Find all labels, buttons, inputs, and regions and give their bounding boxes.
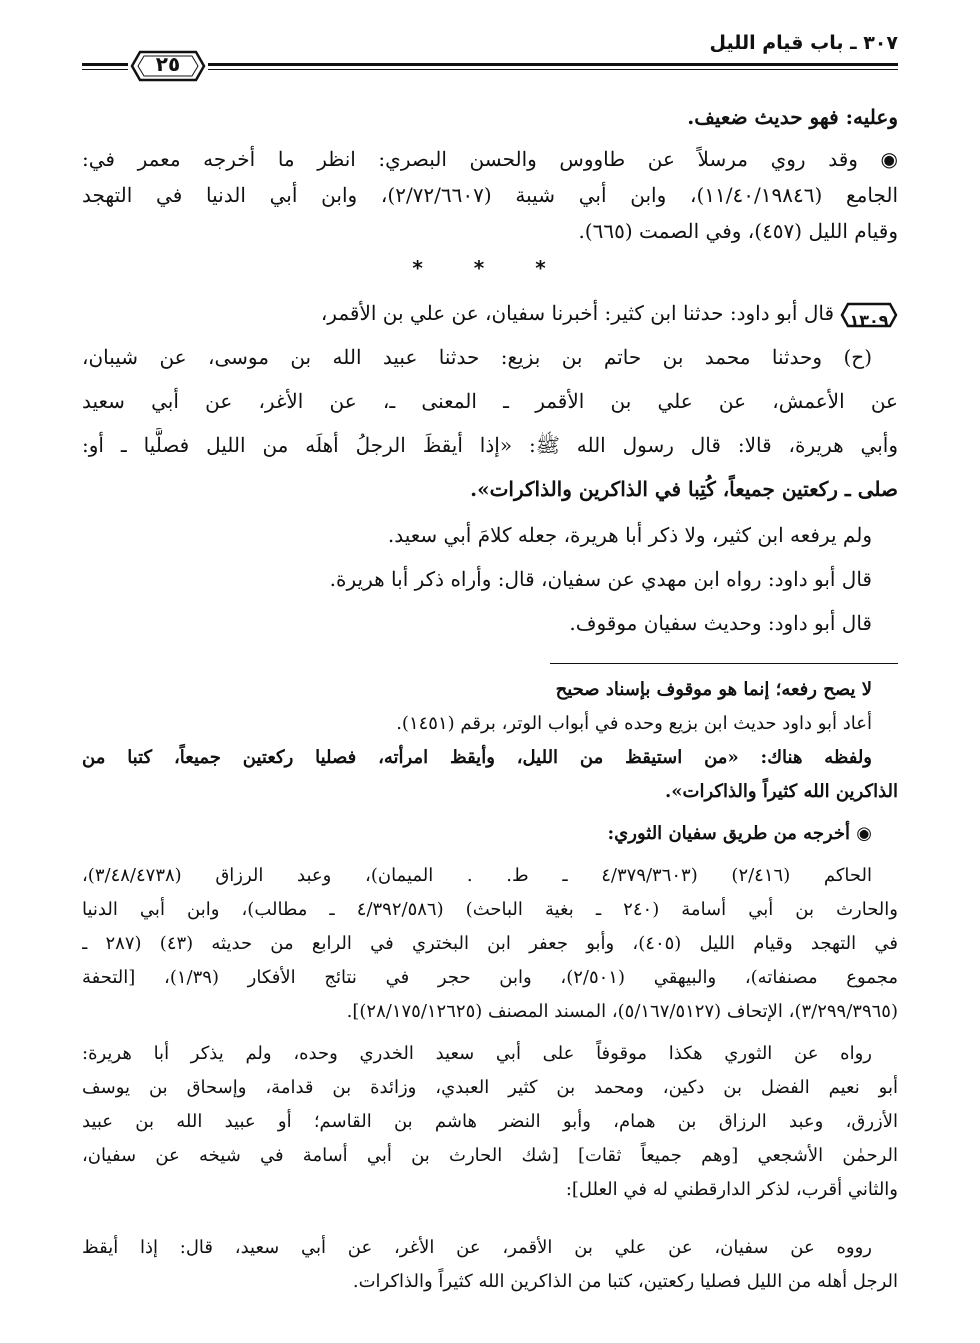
footnote-line: الحاكم (٢/٤١٦) (٤/٣٧٩/٣٦٠٣ ـ ط. . الميمان)، وعبد الرزاق (٣/٤٨/٤٧٣٨)، (82, 865, 872, 886)
header-rule-thin (208, 69, 898, 70)
footnote-line: والثاني أقرب، لذكر الدارقطني له في العلل]: (565, 1179, 898, 1200)
hadith-number: ١٣٠٩ (849, 310, 889, 330)
footnote-line: الرحمٰن الأشجعي [وهم جميعاً ثقات] [شك الحارث بن أبي أسامة في شيخه عن سفيان، (82, 1145, 898, 1166)
footnote-line: رووه عن سفيان، عن علي بن الأقمر، عن الأغر، عن أبي سعيد، قال: إذا أيقظ (82, 1237, 872, 1258)
header-rule-left (82, 63, 128, 66)
hadith-line: قال أبو داود: وحديث سفيان موقوف. (569, 611, 872, 635)
hadith-line: (ح) وحدثنا محمد بن حاتم بن بزيع: حدثنا عبيد الله بن موسى، عن شيبان، (82, 345, 872, 369)
page-number: ٢٥ (155, 52, 181, 76)
footnote-line: مجموع مصنفاته)، والبيهقي (٢/٥٠١)، وابن حجر في نتائج الأفكار (١/٣٩)، [التحفة (82, 967, 898, 988)
page-header (82, 30, 898, 90)
hadith-first-line (82, 296, 898, 330)
footnote-line: والحارث بن أبي أسامة (٢٤٠ ـ بغية الباحث) (٤/٣٩٢/٥٨٦ ـ مطالب)، وابن أبي الدنيا (82, 899, 898, 920)
text-line: ◉ وقد روي مرسلاً عن طاووس والحسن البصري: انظر ما أخرجه معمر في: (82, 147, 898, 171)
hadith-line: ولم يرفعه ابن كثير، ولا ذكر أبا هريرة، جعله كلامَ أبي سعيد. (387, 523, 872, 547)
hadith-text: قال أبو داود: حدثنا ابن كثير: أخبرنا سفيان، عن علي بن الأقمر، (320, 301, 834, 325)
running-title: ٣٠٧ ـ باب قيام الليل (709, 32, 898, 54)
footnote-line: الأزرق، وعبد الرزاق بن همام، وأبو النضر هاشم بن القاسم؛ أو عبيد الله بن عبيد (82, 1111, 898, 1132)
footnote-line: رواه عن الثوري هكذا موقوفاً على أبي سعيد الخدري وحده، ولم يذكر أبا هريرة: (82, 1043, 872, 1064)
hadith-line: وأبي هريرة، قالا: قال رسول الله ﷺ: «إذا أيقظَ الرجلُ أهلَه من الليل فصلَّيا ـ أو: (82, 433, 898, 457)
hadith-number-badge (840, 302, 898, 328)
footnote-line: (٣/٢٩٩/٣٩٦٥)، الإتحاف (٥/١٦٧/٥١٢٧)، المسند المصنف (٢٨/١٧٥/١٢٦٢٥)]. (346, 1001, 898, 1022)
section-divider-stars: * * * (412, 256, 568, 280)
hadith-line: عن الأعمش، عن علي بن الأقمر ـ المعنى ـ، عن الأغر، عن أبي سعيد (82, 389, 898, 413)
footnote-line: الذاكرين الله كثيراً والذاكرات». (665, 781, 898, 802)
footnote-line: ◉ أخرجه من طريق سفيان الثوري: (607, 823, 872, 844)
text-line: وقيام الليل (٤٥٧)، وفي الصمت (٦٦٥). (578, 219, 898, 243)
footnote-line: أعاد أبو داود حديث ابن بزيع وحده في أبواب الوتر، برقم (١٤٥١). (396, 713, 872, 734)
header-rule-left-thin (82, 69, 128, 70)
hadith-line: قال أبو داود: رواه ابن مهدي عن سفيان، قال: وأراه ذكر أبا هريرة. (329, 567, 872, 591)
footnote-line: لا يصح رفعه؛ إنما هو موقوف بإسناد صحيح (555, 679, 872, 700)
footnote-line: ولفظه هناك: «من استيقظ من الليل، وأيقظ امرأته، فصليا ركعتين جميعاً، كتبا من (82, 747, 872, 768)
footnote-line: في التهجد وقيام الليل (٤٠٥)، وأبو جعفر ابن البختري في الرابع من حديثه (٤٣) (٢٨٧ ـ (82, 933, 898, 954)
footnote-line: أبو نعيم الفضل بن دكين، ومحمد بن كثير العبدي، وزائدة بن قدامة، وإسحاق بن يوسف (82, 1077, 898, 1098)
footnote-separator (550, 663, 898, 664)
page-number-badge (130, 48, 206, 84)
hadith-line: صلى ـ ركعتين جميعاً، كُتِبا في الذاكرين والذاكرات». (470, 477, 898, 501)
book-page (82, 0, 898, 1343)
text-line: الجامع (١١/٤٠/١٩٨٤٦)، وابن أبي شيبة (٢/٧٢/٦٦٠٧)، وابن أبي الدنيا في التهجد (82, 183, 898, 207)
text-line: وعليه: فهو حديث ضعيف. (687, 105, 898, 129)
footnote-line: الرجل أهله من الليل فصليا ركعتين، كتبا من الذاكرين الله كثيراً والذاكرات. (352, 1271, 898, 1292)
header-rule (208, 63, 898, 66)
